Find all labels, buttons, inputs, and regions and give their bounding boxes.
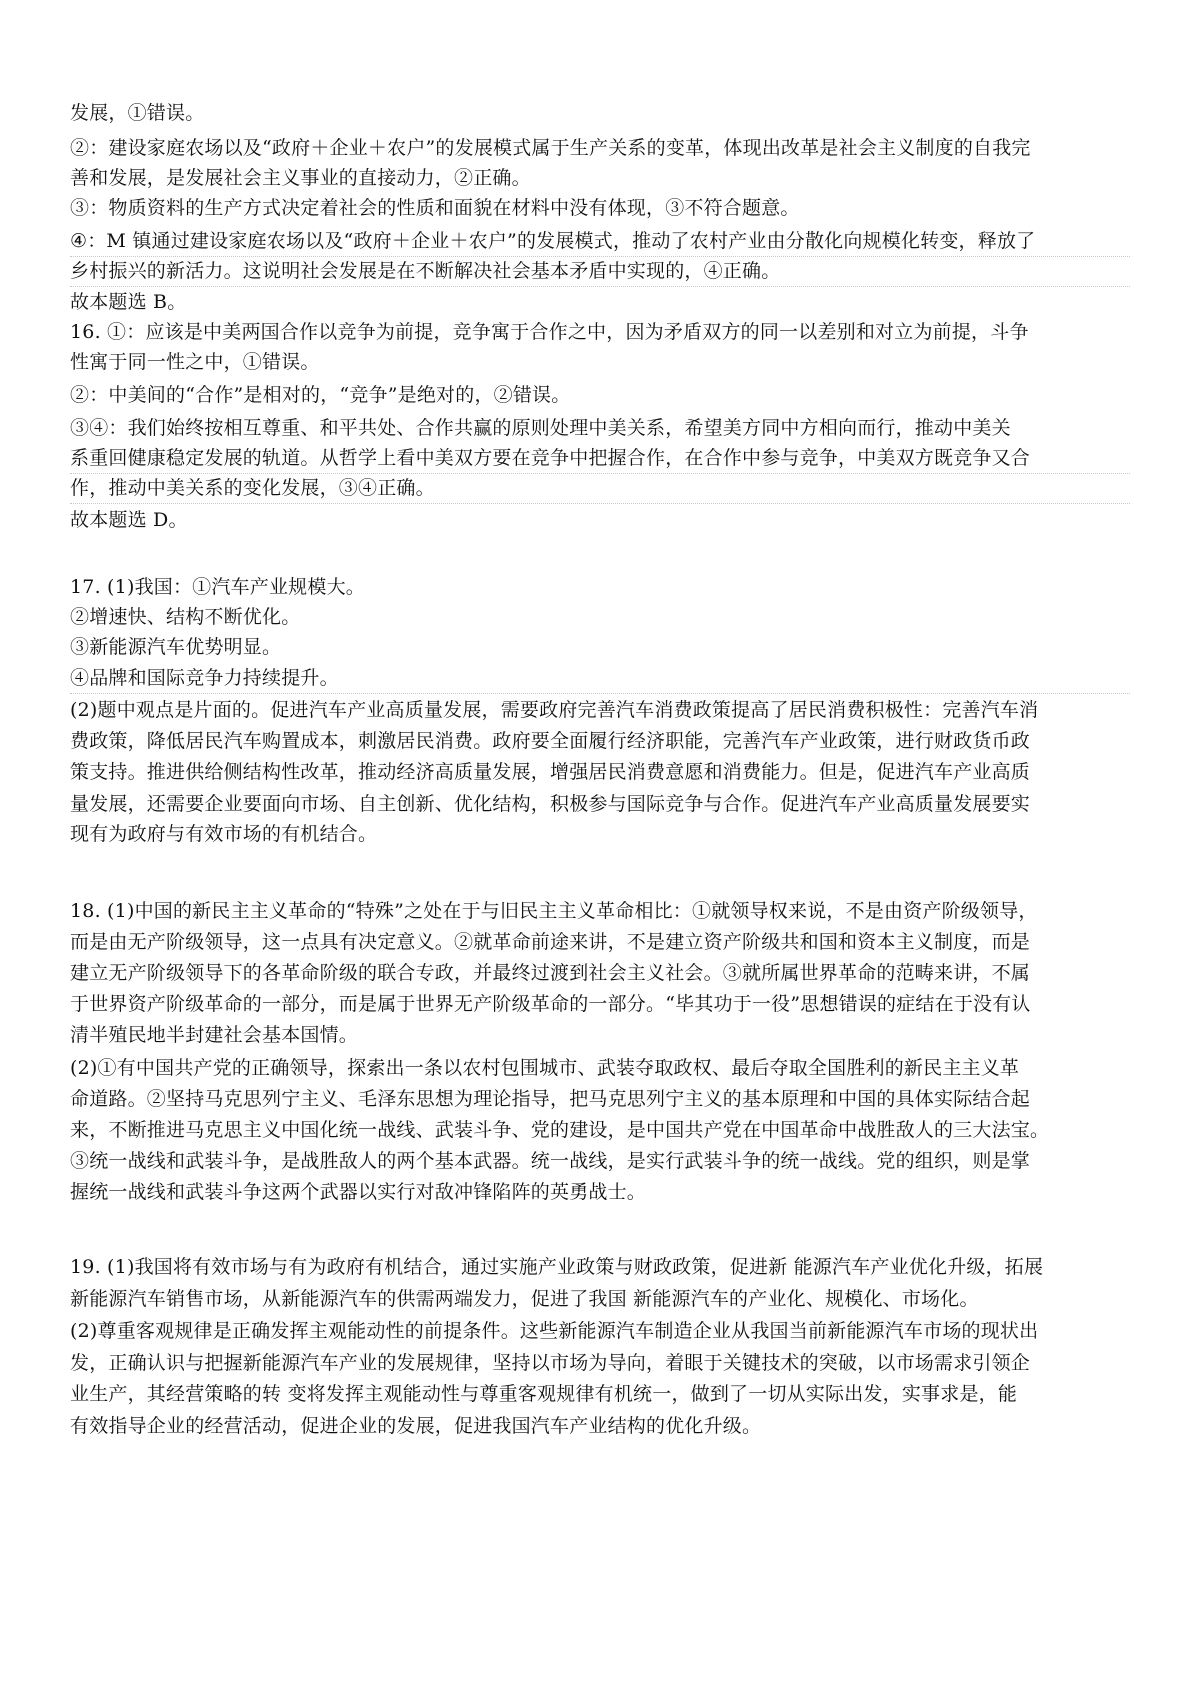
text-line: 业生产，其经营策略的转 变将发挥主观能动性与尊重客观规律有机统一，做到了一切从实际出发，实事求是，能 — [70, 1383, 1018, 1405]
text-line: ④：M 镇通过建设家庭农场以及“政府＋企业＋农户”的发展模式，推动了农村产业由分散化向规模化转变，释放了 — [70, 226, 1130, 257]
text-line: 建立无产阶级领导下的各革命阶级的联合专政，并最终过渡到社会主义社会。③就所属世界革命的范畴来讲，不属 — [70, 962, 1031, 984]
text-line: ③新能源汽车优势明显。 — [70, 636, 282, 658]
text-line: ②：建设家庭农场以及“政府＋企业＋农户”的发展模式属于生产关系的变革，体现出改革是社会主义制度的自我完 — [70, 137, 1031, 159]
text-line: 故本题选 D。 — [70, 509, 188, 531]
text-line: 策支持。推进供给侧结构性改革，推动经济高质量发展，增强居民消费意愿和消费能力。但是，促进汽车产业高质 — [70, 761, 1031, 783]
question-17-line: 17. (1)我国：①汽车产业规模大。 — [70, 576, 365, 598]
text-line: ②：中美间的“合作”是相对的，“竞争”是绝对的，②错误。 — [70, 384, 571, 406]
text-line: 发，正确认识与把握新能源汽车产业的发展规律，坚持以市场为导向，着眼于关键技术的突破，以市场需求引领企 — [70, 1352, 1031, 1374]
text-line: 作，推动中美关系的变化发展，③④正确。 — [70, 473, 1130, 504]
text-line: (2)①有中国共产党的正确领导，探索出一条以农村包围城市、武装夺取政权、最后夺取全国胜利的新民主主义革 — [70, 1057, 1020, 1079]
text-line: 清半殖民地半封建社会基本国情。 — [70, 1024, 359, 1046]
text-line: (2)题中观点是片面的。促进汽车产业高质量发展，需要政府完善汽车消费政策提高了居民消费积极性：完善汽车消 — [70, 699, 1039, 721]
text-line: 来，不断推进马克思主义中国化统一战线、武装斗争、党的建设，是中国共产党在中国革命中战胜敌人的三大法宝。 — [70, 1119, 1050, 1141]
text-line: 有效指导企业的经营活动，促进企业的发展，促进我国汽车产业结构的优化升级。 — [70, 1415, 762, 1437]
text-line: ③④：我们始终按相互尊重、和平共处、合作共赢的原则处理中美关系，希望美方同中方相向而行，推动中美关 — [70, 417, 1011, 439]
text-line: 量发展，还需要企业要面向市场、自主创新、优化结构，积极参与国际竞争与合作。促进汽车产业高质量发展要实 — [70, 793, 1031, 815]
text-line: 发展，①错误。 — [70, 102, 205, 124]
text-line: 故本题选 B。 — [70, 291, 187, 313]
question-19-line: 19. (1)我国将有效市场与有为政府有机结合，通过实施产业政策与财政政策，促进新 能源汽车产业优化升级，拓展 — [70, 1256, 1044, 1278]
text-line: 命道路。②坚持马克思列宁主义、毛泽东思想为理论指导，把马克思列宁主义的基本原理和中国的具体实际结合起 — [70, 1088, 1031, 1110]
text-line: 握统一战线和武装斗争这两个武器以实行对敌冲锋陷阵的英勇战士。 — [70, 1181, 647, 1203]
question-18-line: 18. (1)中国的新民主主义革命的“特殊”之处在于与旧民主主义革命相比：①就领导权来说，不是由资产阶级领导， — [70, 900, 1038, 922]
text-line: 而是由无产阶级领导，这一点具有决定意义。②就革命前途来讲，不是建立资产阶级共和国和资本主义制度，而是 — [70, 931, 1031, 953]
text-line: 新能源汽车销售市场，从新能源汽车的供需两端发力，促进了我国 新能源汽车的产业化、规模化、市场化。 — [70, 1288, 979, 1310]
text-line: 性寓于同一性之中，①错误。 — [70, 351, 320, 373]
text-line: 善和发展，是发展社会主义事业的直接动力，②正确。 — [70, 167, 531, 189]
text-line: 乡村振兴的新活力。这说明社会发展是在不断解决社会基本矛盾中实现的，④正确。 — [70, 256, 1130, 287]
text-line: ③统一战线和武装斗争，是战胜敌人的两个基本武器。统一战线，是实行武装斗争的统一战线。党的组织，则是掌 — [70, 1150, 1031, 1172]
text-line: (2)尊重客观规律是正确发挥主观能动性的前提条件。这些新能源汽车制造企业从我国当前新能源汽车市场的现状出 — [70, 1320, 1039, 1342]
text-line: 费政策，降低居民汽车购置成本，刺激居民消费。政府要全面履行经济职能，完善汽车产业政策，进行财政货币政 — [70, 730, 1031, 752]
text-line: 系重回健康稳定发展的轨道。从哲学上看中美双方要在竞争中把握合作，在合作中参与竞争，中美双方既竞争又合 — [70, 443, 1130, 474]
question-16-line: 16. ①：应该是中美两国合作以竞争为前提，竞争寓于合作之中，因为矛盾双方的同一以差别和对立为前提，斗争 — [70, 321, 1029, 343]
text-line: ②增速快、结构不断优化。 — [70, 606, 301, 628]
text-line: 现有为政府与有效市场的有机结合。 — [70, 823, 378, 845]
text-line: 于世界资产阶级革命的一部分，而是属于世界无产阶级革命的一部分。“毕其功于一役”思想错误的症结在于没有认 — [70, 993, 1031, 1015]
text-line: ③：物质资料的生产方式决定着社会的性质和面貌在材料中没有体现，③不符合题意。 — [70, 197, 800, 219]
text-line: ④品牌和国际竞争力持续提升。 — [70, 663, 1130, 694]
